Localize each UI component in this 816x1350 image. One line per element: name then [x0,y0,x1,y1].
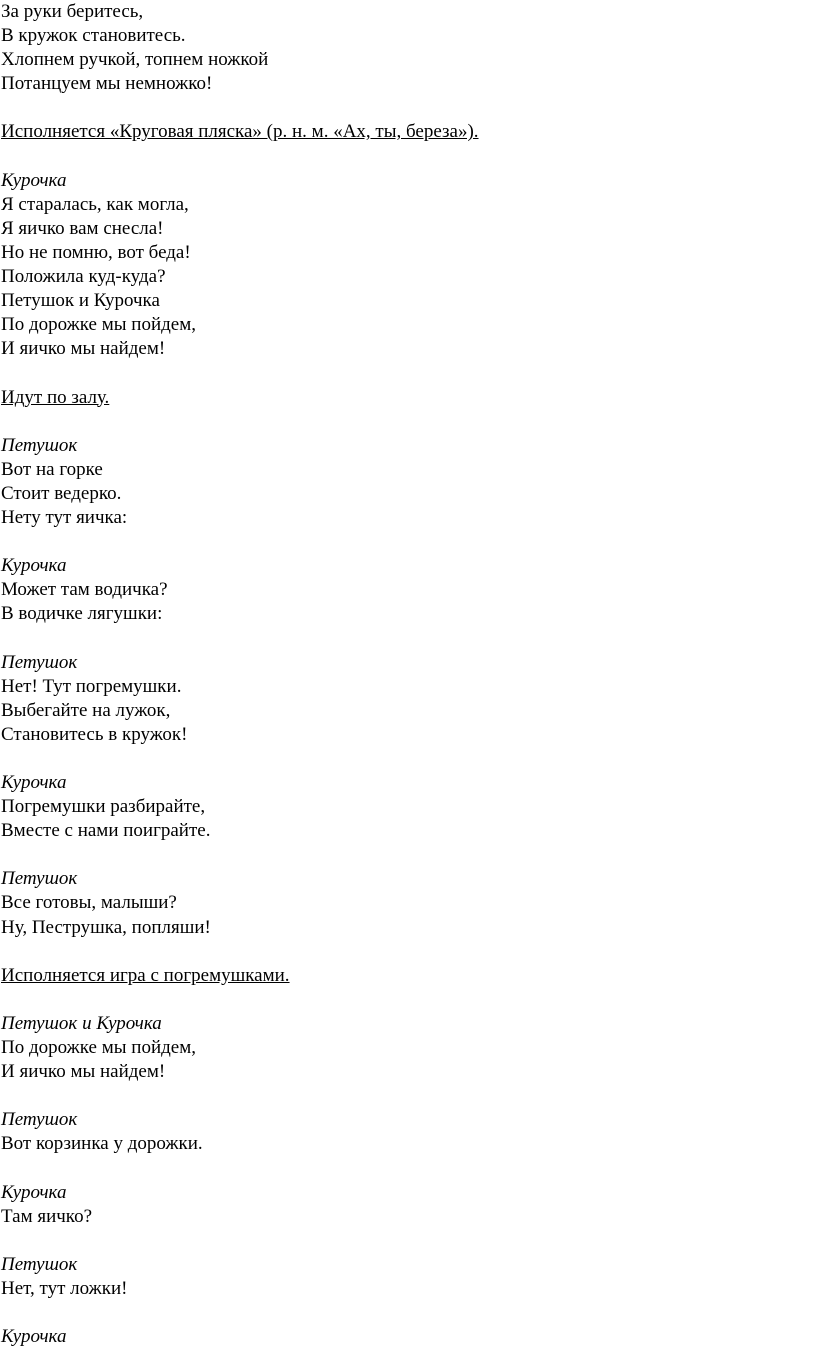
speaker-name: Курочка [1,1326,67,1348]
verse-line: Вот на горке [1,458,103,480]
verse-line: По дорожке мы пойдем, [1,314,196,336]
stage-direction: Исполняется «Круговая пляска» (р. н. м. «Ах, ты, береза»). [1,121,479,143]
stage-direction: Идут по залу. [1,386,110,408]
blank-line [1,1301,801,1325]
blank-line [1,96,801,120]
verse-line: И яичко мы найдем! [1,338,166,360]
speaker-name: Петушок [1,868,78,890]
verse-line: В кружок становитесь. [1,25,186,47]
verse-line: Стоит ведерко. [1,482,122,504]
verse-line: Вместе с нами поиграйте. [1,820,211,842]
blank-line [1,988,801,1012]
verse-line: Нет! Тут погремушки. [1,675,182,697]
verse-line: Становитесь в кружок! [1,723,188,745]
speaker-name: Петушок и Курочка [1,1012,162,1034]
verse-line: Может там водичка? [1,579,168,601]
verse-line: Выбегайте на лужок, [1,699,171,721]
verse-line: Петушок и Курочка [1,290,160,312]
speaker-name: Курочка [1,169,67,191]
stage-direction: Исполняется игра с погремушками. [1,964,290,986]
stage-direction-line [1,964,801,988]
document-body [1,0,801,1349]
blank-line [1,843,801,867]
verse-line: Там яичко? [1,1205,93,1227]
verse-line: Все готовы, малыши? [1,892,177,914]
verse-line: В водичке лягушки: [1,603,163,625]
verse-line: Нет, тут ложки! [1,1277,128,1299]
blank-line [1,145,801,169]
speaker-name: Петушок [1,651,78,673]
verse-line: Положила куд-куда? [1,266,166,288]
blank-line [1,530,801,554]
blank-line [1,410,801,434]
speaker-name: Петушок [1,434,78,456]
speaker-name: Петушок [1,1109,78,1131]
verse-line: За руки беритесь, [1,1,144,22]
blank-line [1,626,801,650]
verse-line: Ну, Пеструшка, попляши! [1,916,211,938]
speaker-name: Курочка [1,772,67,793]
verse-line: Я старалась, как могла, [1,193,189,215]
verse-line: Потанцуем мы немножко! [1,73,213,95]
verse-line: Я яичко вам снесла! [1,217,164,239]
stage-direction-line [1,386,801,410]
verse-line: Погремушки разбирайте, [1,796,206,818]
blank-line [1,1229,801,1253]
speaker-name: Петушок [1,1253,78,1275]
verse-line: Хлопнем ручкой, топнем ножкой [1,49,269,71]
blank-line [1,940,801,964]
verse-line: По дорожке мы пойдем, [1,1037,196,1059]
stage-direction-line [1,120,801,144]
speaker-name: Курочка [1,555,67,577]
speaker-name: Курочка [1,1181,67,1203]
verse-line: Вот корзинка у дорожки. [1,1133,203,1155]
blank-line [1,1084,801,1108]
blank-line [1,1157,801,1181]
blank-line [1,361,801,385]
verse-line: Но не помню, вот беда! [1,241,191,263]
blank-line [1,747,801,771]
verse-line: Нету тут яичка: [1,506,128,528]
verse-line: И яичко мы найдем! [1,1061,166,1083]
